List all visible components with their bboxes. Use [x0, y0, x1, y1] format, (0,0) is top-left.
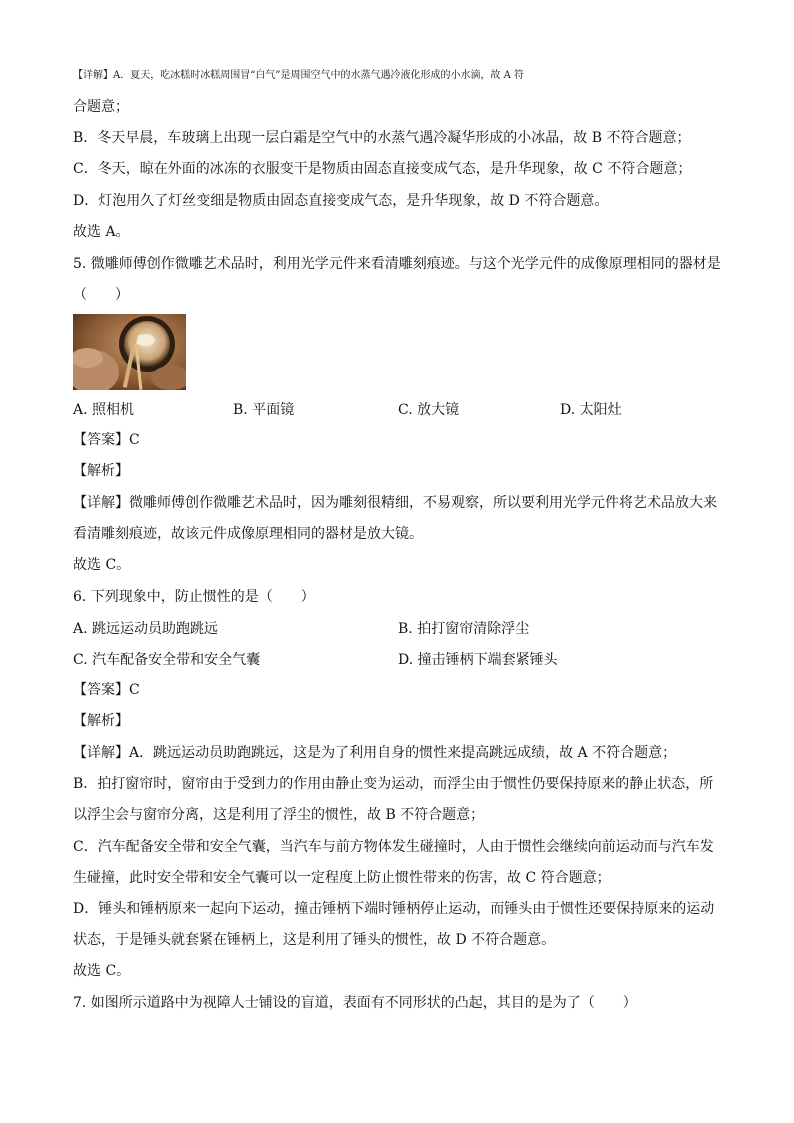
q6-answer: 【答案】C: [73, 682, 140, 698]
q6-option-c: C. 汽车配备安全带和安全气囊: [73, 652, 261, 668]
q6-detail-c: C．汽车配备安全带和安全气囊，当汽车与前方物体发生碰撞时，人由于惯性会继续向前运动而与汽车发: [73, 839, 714, 855]
q4-detail-a-cont: 合题意；: [73, 99, 129, 115]
q6-detail-b-cont: 以浮尘会与窗帘分离，这是利用了浮尘的惯性，故 B 不符合题意；: [73, 807, 485, 823]
q5-stem: 5. 微雕师傅创作微雕艺术品时，利用光学元件来看清雕刻痕迹。与这个光学元件的成像原理相同的器材是: [73, 256, 721, 272]
q5-detail-1: 【详解】微雕师傅创作微雕艺术品时，因为雕刻很精细，不易观察，所以要利用光学元件将艺术品放大来: [73, 495, 717, 511]
q6-detail-a: 【详解】A．跳远运动员助跑跳远，这是为了利用自身的惯性来提高跳远成绩，故 A 不符合题意；: [73, 745, 677, 761]
q6-option-b: B. 拍打窗帘清除浮尘: [398, 621, 530, 637]
q4-detail-b: B．冬天早晨，车玻璃上出现一层白霜是空气中的水蒸气遇冷凝华形成的小冰晶，故 B 不符合题意；: [73, 130, 691, 146]
q5-option-a: A. 照相机: [73, 402, 135, 418]
q5-stem-bracket: （ ）: [73, 287, 129, 303]
q5-option-d: D. 太阳灶: [560, 402, 622, 418]
q5-option-c: C. 放大镜: [398, 402, 460, 418]
q4-detail-c: C．冬天，晾在外面的冰冻的衣服变干是物质由固态直接变成气态，是升华现象，故 C 不符合题意；: [73, 161, 692, 177]
q6-option-d: D. 撞击锤柄下端套紧锤头: [398, 652, 558, 668]
q5-analysis-heading: 【解析】: [73, 463, 129, 479]
q4-detail-a: 【详解】A．夏天，吃冰糕时冰糕周围冒“白气”是周围空气中的水蒸气遇冷液化形成的小水滴，故 A 符: [73, 70, 525, 81]
q5-answer: 【答案】C: [73, 432, 140, 448]
q6-detail-d: D．锤头和锤柄原来一起向下运动，撞击锤柄下端时锤柄停止运动，而锤头由于惯性还要保持原来的运动: [73, 901, 715, 917]
q6-detail-c-cont: 生碰撞，此时安全带和安全气囊可以一定程度上防止惯性带来的伤害，故 C 符合题意；: [73, 870, 611, 886]
q6-stem: 6. 下列现象中，防止惯性的是（ ）: [73, 589, 315, 605]
q6-analysis-heading: 【解析】: [73, 713, 129, 729]
q6-option-a: A. 跳远运动员助跑跳远: [73, 621, 219, 637]
q5-answer-select: 故选 C。: [73, 557, 131, 573]
q6-detail-d-cont: 状态，于是锤头就套紧在锤柄上，这是利用了锤头的惯性，故 D 不符合题意。: [73, 932, 556, 948]
q6-answer-select: 故选 C。: [73, 963, 131, 979]
q5-option-b: B. 平面镜: [233, 402, 295, 418]
q7-stem: 7. 如图所示道路中为视障人士铺设的盲道，表面有不同形状的凸起，其目的是为了（ ）: [73, 995, 637, 1011]
q6-detail-b: B．拍打窗帘时，窗帘由于受到力的作用由静止变为运动，而浮尘由于惯性仍要保持原来的静止状态，所: [73, 776, 714, 792]
q4-detail-d: D．灯泡用久了灯丝变细是物质由固态直接变成气态，是升华现象，故 D 不符合题意。: [73, 193, 609, 209]
micro-carving-photo: [73, 314, 186, 390]
q5-detail-2: 看清雕刻痕迹，故该元件成像原理相同的器材是放大镜。: [73, 526, 423, 542]
q4-answer-select: 故选 A。: [73, 224, 130, 240]
